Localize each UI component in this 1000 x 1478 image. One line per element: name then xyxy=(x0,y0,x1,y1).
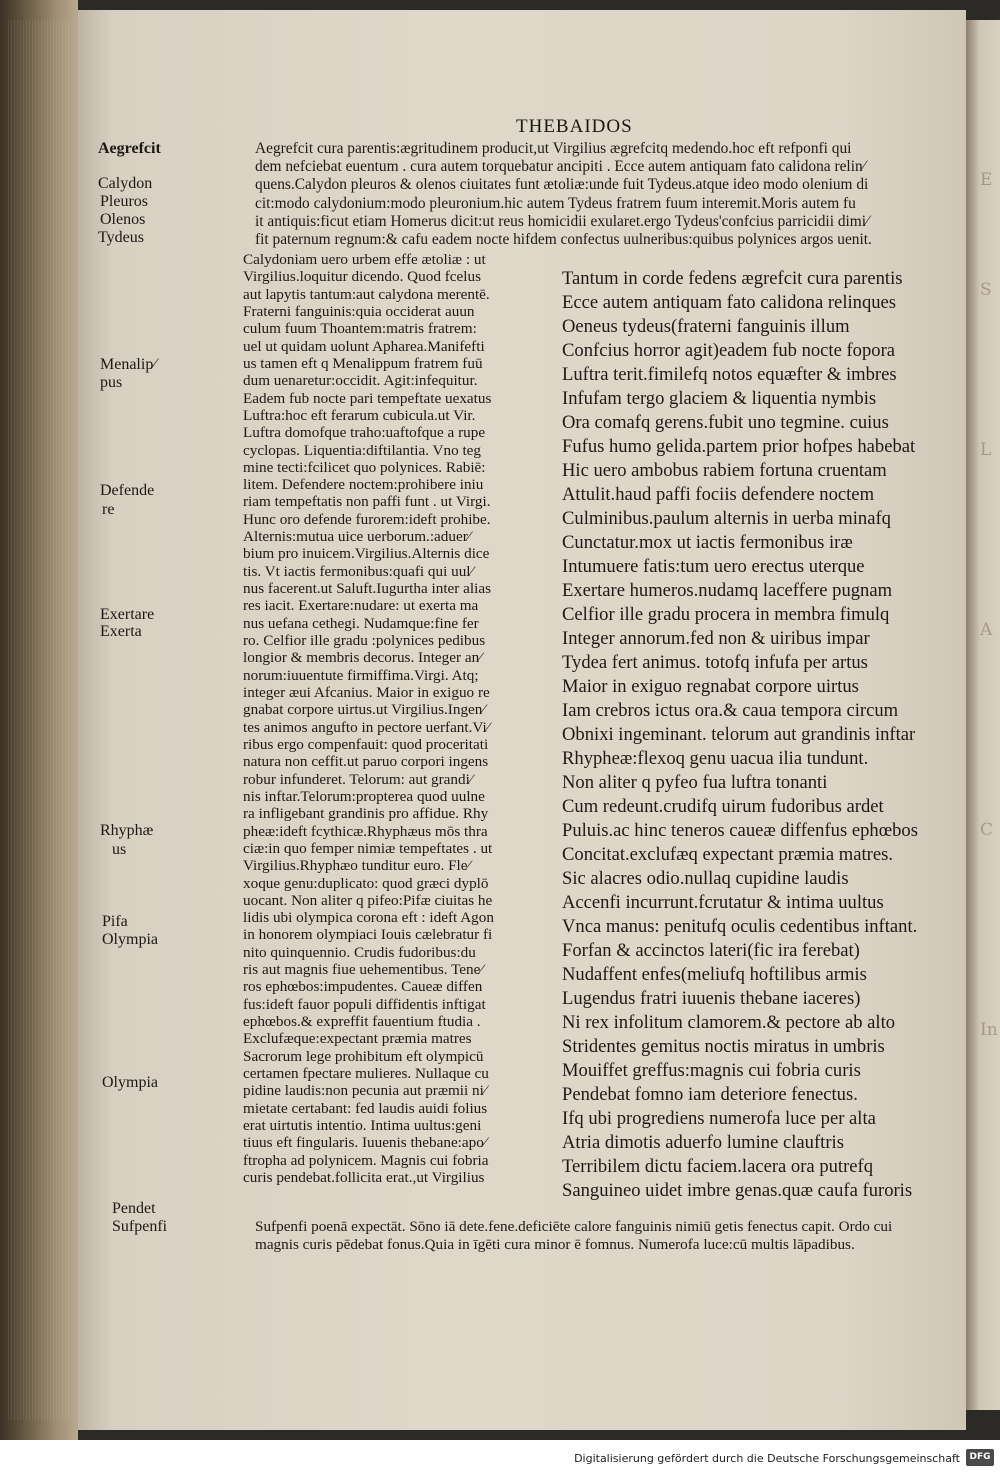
running-head: THEBAIDOS xyxy=(516,116,633,137)
dfg-logo: DFG xyxy=(966,1449,994,1466)
commentary-line: Luftra:hoc eft ferarum cubicula.ut Vir. xyxy=(243,406,476,424)
digitization-credit: Digitalisierung gefördert durch die Deutsche Forschungsgemeinschaft xyxy=(574,1452,960,1465)
margin-note: Pendet xyxy=(112,1200,156,1217)
commentary-line: pheæ:ideft fcythicæ.Rhyphæus mōs thra xyxy=(243,822,488,840)
footer-bar xyxy=(0,1440,1000,1478)
commentary-line: lidis ubi olympica corona eft : ideft Agon xyxy=(243,909,494,927)
commentary-line: dum uenaretur:occidit. Agit:infequitur. xyxy=(243,372,478,390)
verse-line: Tantum in corde fedens ægrefcit cura parentis xyxy=(562,268,903,289)
verse-line: Intumuere fatis:tum uero erectus uterque xyxy=(562,556,865,577)
verse-line: Cum redeunt.crudifq uirum fudoribus ardet xyxy=(562,796,884,817)
verse-line: Ifq ubi progrediens numerofa luce per alta xyxy=(562,1108,876,1129)
verse-line: Ni rex infolitum clamorem.& pectore ab alto xyxy=(562,1012,896,1033)
commentary-line: Exclufæque:expectant præmia matres xyxy=(243,1030,472,1048)
verse-line: Ora comafq gerens.fubit uno tegmine. cuius xyxy=(562,412,889,433)
commentary-line: curis pendebat.follicita erat.,ut Virgilius xyxy=(243,1168,485,1186)
commentary-line: Virgilius.loquitur dicendo. Quod fcelus xyxy=(243,268,481,286)
verse-line: Sic alacres odio.nullaq cupidine laudis xyxy=(562,868,849,889)
verse-line: Confcius horror agit)eadem fub nocte fopora xyxy=(562,340,896,361)
verse-line: Integer annorum.fed non & uiribus impar xyxy=(562,628,870,649)
commentary-line: ribus ergo compenfauit: quod proceritati xyxy=(243,735,489,753)
book-fore-edge xyxy=(0,0,78,1440)
margin-note: Defende xyxy=(100,482,155,499)
margin-note: Pifa xyxy=(102,913,128,930)
commentary-line: ro. Celfior ille gradu :polynices pedibus xyxy=(243,632,486,650)
commentary-line: ftropha ad polynicem. Magnis cui fobria xyxy=(243,1151,489,1169)
commentary-line: gnabat corpore uirtus.ut Virgilius.Ingen⁄ xyxy=(243,701,485,719)
commentary-line: ciæ:in quo femper nimiæ tempeftates . ut xyxy=(243,839,493,857)
margin-note: Olympia xyxy=(102,1074,158,1091)
commentary-line: nus facerent.ut Saluft.Iugurtha inter alias xyxy=(243,580,491,598)
commentary-line: erat uirtutis intentio. Intima uultus:geni xyxy=(243,1117,482,1134)
verse-line: Atria dimotis aduerfo lumine clauftris xyxy=(562,1132,844,1153)
commentary-line: culum fuum Thoantem:matris fratrem: xyxy=(243,320,477,338)
margin-note: Rhyphæ xyxy=(100,822,154,839)
verse-line: Infufam tergo glaciem & liquentia nymbis xyxy=(562,388,877,409)
margin-note: Exertare xyxy=(100,606,155,623)
commentary-line: integer æui Afcanius. Maior in exiguo re xyxy=(243,684,490,701)
commentary-line: certamen fpectare mulieres. Nullaque cu xyxy=(243,1065,489,1083)
commentary-line: cyclopas. Liquentia:diftilantia. Vno teg xyxy=(243,441,482,459)
margin-note: us xyxy=(112,841,127,858)
verse-line: Concitat.exclufæq expectant præmia matres. xyxy=(562,844,893,865)
commentary-line: tes animos angufto in pectore uerfant.Vi⁄ xyxy=(243,718,490,736)
margin-note: re xyxy=(102,501,115,518)
commentary-line: nis inftar.Telorum:propterea quod uulne xyxy=(243,787,485,805)
commentary-line: ros ephœbos:impudentes. Caueæ diffen xyxy=(243,978,483,996)
verse-line: Cunctatur.mox ut iactis fermonibus iræ xyxy=(562,532,853,553)
commentary-line: pidine laudis:non pecunia aut præmii ni⁄ xyxy=(243,1082,487,1100)
commentary-line: fus:ideft fauor populi diffidentis inftigat xyxy=(243,995,486,1013)
commentary-line: Eadem fub nocte pari tempeftate uexatus xyxy=(243,389,492,407)
commentary-line: Calydoniam uero urbem effe ætoliæ : ut xyxy=(243,251,486,268)
commentary-line: Sufpenfi poenā expectāt. Sōno iā dete.fene.deficiēte calore fanguinis nimiū getis fenectus capit. Ordo cui xyxy=(255,1218,893,1235)
verse-line: Hic uero ambobus rabiem fortuna cruentam xyxy=(562,460,887,481)
commentary-line: nus uefana cethegi. Nudamque:fine fer xyxy=(243,614,479,632)
verse-line: Fufus humo gelida.partem prior hofpes habebat xyxy=(562,436,916,457)
commentary-line: res iacit. Exertare:nudare: ut exerta ma xyxy=(243,597,479,615)
commentary-line: in honorem olympiaci Iouis cælebratur fi xyxy=(243,926,493,944)
verse-line: Non aliter q pyfeo fua luftra tonanti xyxy=(562,772,828,793)
verse-line: Iam crebros ictus ora.& caua tempora circum xyxy=(562,700,899,721)
commentary-line: mietate certabant: fed laudis auidi folius xyxy=(243,1099,488,1117)
margin-note: Olenos xyxy=(100,211,146,228)
verse-line: Terribilem dictu faciem.lacera ora putrefq xyxy=(562,1156,874,1177)
commentary-line: xoque genu:duplicato: quod græci dyplō xyxy=(243,874,489,892)
commentary-line: longior & membris decorus. Integer an⁄ xyxy=(243,649,482,667)
commentary-line: Alternis:mutua uice uerborum.:aduer⁄ xyxy=(243,528,471,546)
commentary-line: Luftra domofque traho:uaftofque a rupe xyxy=(243,424,486,442)
facing-page-edge: E S L A C In xyxy=(966,20,1000,1410)
verse-line: Pendebat fomno iam deteriore fenectus. xyxy=(562,1084,858,1105)
verse-line: Lugendus fratri iuuenis thebane iaceres) xyxy=(562,988,861,1009)
margin-note: Olympia xyxy=(102,931,158,948)
verse-line: Rhypheæ:flexoq genu uacua ilia tundunt. xyxy=(562,748,869,769)
commentary-line: Virgilius.Rhyphæo tunditur euro. Fle⁄ xyxy=(243,857,471,875)
commentary-line: Fraterni fanguinis:quia occiderat auun xyxy=(243,302,475,320)
commentary-line: Sacrorum lege prohibitum eft olympicū xyxy=(243,1047,484,1065)
commentary-line: natura non ceffit.ut paruo corpori ingens xyxy=(243,753,489,771)
margin-note: Aegrefcit xyxy=(98,140,161,157)
verse-line: Tydea fert animus. totofq infufa per artus xyxy=(562,652,868,673)
commentary-line: Hunc oro defende furorem:ideft prohibe. xyxy=(243,510,491,528)
verse-line: Celfior ille gradu procera in membra fimulq xyxy=(562,604,890,625)
verse-line: Nudaffent enfes(meliufq hoftilibus armis xyxy=(562,964,867,985)
verse-line: Oeneus tydeus(fraterni fanguinis illum xyxy=(562,316,850,337)
commentary-line: Aegrefcit cura parentis:ægritudinem producit,ut Virgilius ægrefcitq medendo.hoc eft refponfi qui xyxy=(255,140,852,157)
verse-line: Sanguineo uidet imbre genas.quæ caufa furoris xyxy=(562,1180,913,1201)
commentary-line: ephœbos.& expreffit fauentium ftudia . xyxy=(243,1013,481,1031)
commentary-line: quens.Calydon pleuros & olenos ciuitates funt ætoliæ:unde fuit Tydeus.atque ideo modo olenium di xyxy=(255,176,869,194)
verse-line: Culminibus.paulum alternis in uerba minafq xyxy=(562,508,891,529)
verse-line: Mouiffet greffus:magnis cui fobria curis xyxy=(562,1060,861,1081)
commentary-line: magnis curis pēdebat fonus.Quia in īgēti cura minor ē fomnus. Numerofa luce:cū multis lāpadibus. xyxy=(255,1236,855,1253)
margin-note: Exerta xyxy=(100,623,142,640)
commentary-line: tiuus eft fingularis. Iuuenis thebane:apo⁄ xyxy=(243,1134,487,1152)
commentary-line: ris aut magnis fiue uehementibus. Tene⁄ xyxy=(243,961,483,979)
commentary-line: uel ut quidam uolunt Apharea.Manifefti xyxy=(243,337,485,355)
commentary-line: robur infunderet. Telorum: aut grandi⁄ xyxy=(243,770,473,788)
book-page xyxy=(78,10,966,1430)
margin-note: Tydeus xyxy=(98,229,144,246)
verse-line: Attulit.haud paffi fociis defendere noctem xyxy=(562,484,875,505)
verse-line: Vnca manus: penitufq oculis cedentibus inftant. xyxy=(562,916,918,937)
margin-note: Calydon xyxy=(98,175,153,192)
commentary-line: uocant. Non aliter q pifeo:Pifæ ciuitas he xyxy=(243,891,493,909)
commentary-line: ra infligebant grandinis pro affidue. Rhy xyxy=(243,805,489,823)
margin-note: pus xyxy=(100,374,123,391)
verse-line: Ecce autem antiquam fato calidona relinques xyxy=(562,292,897,313)
verse-line: Obnixi ingeminant. telorum aut grandinis inftar xyxy=(562,724,916,745)
verse-line: Accenfi incurrunt.fcrutatur & intima uultus xyxy=(562,892,884,913)
commentary-line: cit:modo calydonium:modo pleuronium.hic autem Tydeus fratrem fuum interemit.Moris autem fu xyxy=(255,194,856,212)
commentary-line: dem nefciebat euentum . cura autem torquebatur ancipiti . Ecce autem antiquam fato calidona relin⁄ xyxy=(255,158,866,176)
verse-line: Maior in exiguo regnabat corpore uirtus xyxy=(562,676,859,697)
commentary-line: us tamen eft q Menalippum fratrem fuū xyxy=(243,354,483,372)
margin-note: Menalip⁄ xyxy=(100,356,156,373)
commentary-line: riam tempeftatis non paffi funt . ut Virgi. xyxy=(243,493,491,511)
margin-note: Sufpenfi xyxy=(112,1218,168,1235)
commentary-line: it antiquis:ficut etiam Homerus dicit:ut reus homicidii exularet.ergo Tydeus'confcius parricidii dimi⁄ xyxy=(255,212,869,230)
verse-line: Puluis.ac hinc teneros caueæ diffenfus ephœbos xyxy=(562,820,918,841)
commentary-line: fit paternum regnum:& cafu eadem nocte hifdem confectus uulneribus:quibus polynices argos uenit. xyxy=(255,231,872,248)
commentary-line: litem. Defendere noctem:prohibere iniu xyxy=(243,476,484,494)
verse-line: Exertare humeros.nudamq laceffere pugnam xyxy=(562,580,893,601)
commentary-line: norum:iuuentute firmiffima.Virgi. Atq; xyxy=(243,666,479,684)
commentary-line: aut lapytis tantum:aut calydona merentē. xyxy=(243,285,490,303)
verse-line: Luftra terit.fimilefq notos equæfter & imbres xyxy=(562,364,897,385)
commentary-line: mine tecti:fcilicet quo polynices. Rabiē: xyxy=(243,458,486,476)
commentary-line: nito quinquennio. Crudis fudoribus:du xyxy=(243,943,476,961)
verse-line: Stridentes gemitus noctis miratus in umbris xyxy=(562,1036,885,1057)
commentary-line: tis. Vt iactis fermonibus:quafi qui uul⁄ xyxy=(243,562,474,580)
margin-note: Pleuros xyxy=(100,193,148,210)
commentary-line: bium pro inuicem.Virgilius.Alternis dice xyxy=(243,545,490,563)
verse-line: Forfan & accinctos lateri(fic ira ferebat) xyxy=(562,940,860,961)
